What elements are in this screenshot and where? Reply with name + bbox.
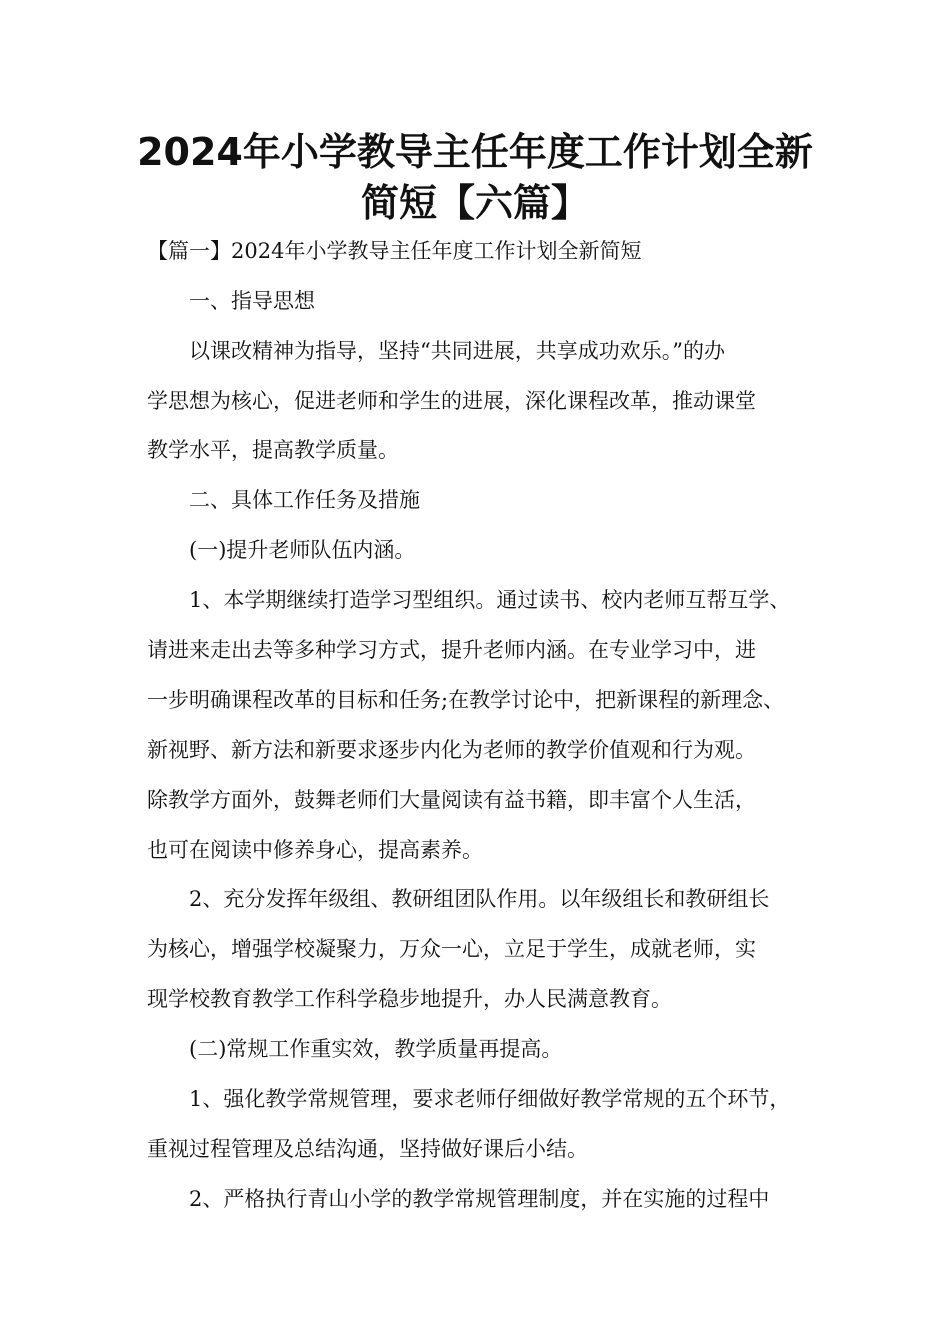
paragraph-line: 为核心，增强学校凝聚力，万众一心，立足于学生，成就老师，实	[147, 937, 756, 961]
paragraph-line: 学思想为核心，促进老师和学生的进展，深化课程改革，推动课堂	[147, 389, 756, 413]
paragraph-line: 1、本学期继续打造学习型组织。通过读书、校内老师互帮互学、	[189, 588, 791, 612]
paragraph-line: 请进来走出去等多种学习方式，提升老师内涵。在专业学习中，进	[147, 638, 756, 662]
section-heading-part-one: 【篇一】2024年小学教导主任年度工作计划全新简短	[147, 239, 642, 263]
paragraph-line: 教学水平，提高教学质量。	[147, 438, 399, 462]
heading-tasks-and-measures: 二、具体工作任务及措施	[189, 488, 420, 512]
paragraph-line: 一步明确课程改革的目标和任务;在教学讨论中，把新课程的新理念、	[147, 688, 785, 712]
paragraph-line: 新视野、新方法和新要求逐步内化为老师的教学价值观和行为观。	[147, 738, 756, 762]
paragraph-line: 现学校教育教学工作科学稳步地提升，办人民满意教育。	[147, 987, 672, 1011]
document-title-line-2: 简短【六篇】	[360, 181, 589, 225]
paragraph-line: 除教学方面外，鼓舞老师们大量阅读有益书籍，即丰富个人生活，	[147, 788, 756, 812]
paragraph-line: 重视过程管理及总结沟通，坚持做好课后小结。	[147, 1137, 588, 1161]
subheading-routine-work: (二)常规工作重实效，教学质量再提高。	[189, 1037, 563, 1061]
paragraph-line: 也可在阅读中修养身心，提高素养。	[147, 838, 483, 862]
document-title-line-1: 2024年小学教导主任年度工作计划全新	[137, 130, 813, 174]
paragraph-line: 2、充分发挥年级组、教研组团队作用。以年级组长和教研组长	[189, 887, 770, 911]
paragraph-line: 1、强化教学常规管理，要求老师仔细做好教学常规的五个环节，	[189, 1087, 791, 1111]
paragraph-line: 2、严格执行青山小学的教学常规管理制度，并在实施的过程中	[189, 1187, 770, 1211]
paragraph-line: 以课改精神为指导，坚持“共同进展，共享成功欢乐。”的办	[189, 339, 725, 363]
heading-guiding-ideology: 一、指导思想	[189, 289, 315, 313]
subheading-teacher-team: (一)提升老师队伍内涵。	[189, 538, 416, 562]
